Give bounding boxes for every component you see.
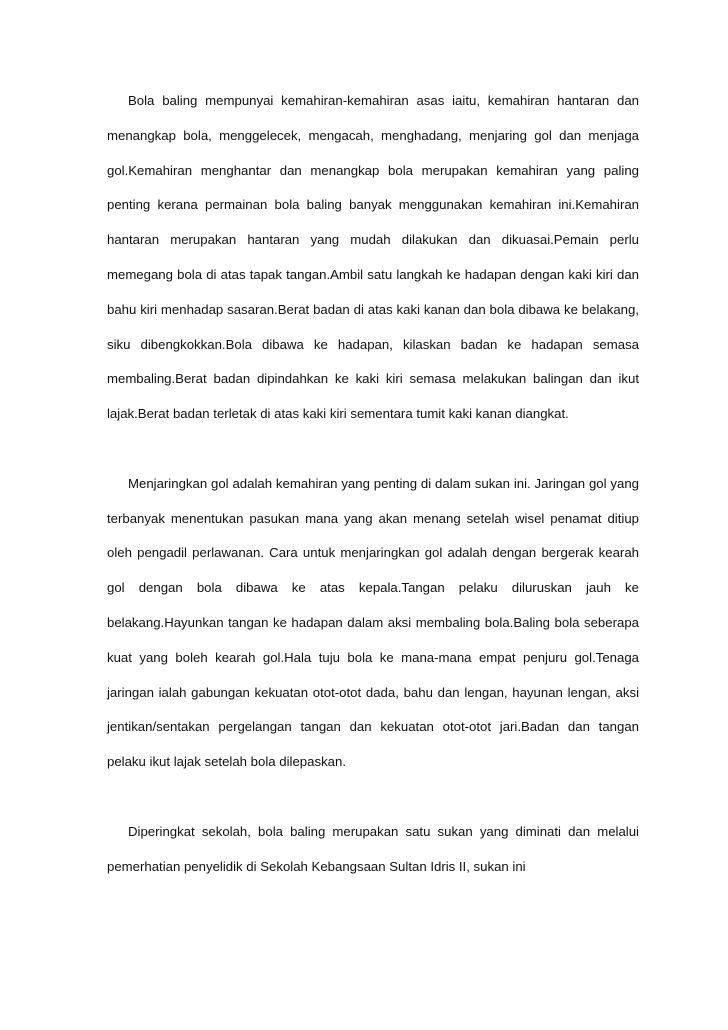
body-text bbox=[107, 84, 639, 919]
paragraph-1: Bola baling mempunyai kemahiran-kemahiran asas iaitu, kemahiran hantaran dan menangkap bola, menggelecek, mengacah, menghadang, menjaring gol dan menjaga gol.Kemahiran menghantar dan menangkap bola merupakan kemahiran yang paling penting kerana permainan bola baling banyak menggunakan kemahiran ini.Kemahiran hantaran merupakan hantaran yang mudah dilakukan dan dikuasai.Pemain perlu memegang bola di atas tapak tangan.Ambil satu langkah ke hadapan dengan kaki kiri dan bahu kiri menhadap sasaran.Berat badan di atas kaki kanan dan bola dibawa ke belakang, siku dibengkokkan.Bola dibawa ke hadapan, kilaskan badan ke hadapan semasa membaling.Berat badan dipindahkan ke kaki kiri semasa melakukan balingan dan ikut lajak.Berat badan terletak di atas kaki kiri sementara tumit kaki kanan diangkat. bbox=[107, 93, 639, 422]
paragraph-3: Diperingkat sekolah, bola baling merupakan satu sukan yang diminati dan melalui pemerhatian penyelidik di Sekolah Kebangsaan Sultan Idris II, sukan ini bbox=[107, 823, 639, 874]
paragraph-2: Menjaringkan gol adalah kemahiran yang penting di dalam sukan ini. Jaringan gol yang terbanyak menentukan pasukan mana yang akan menang setelah wisel penamat ditiup oleh pengadil perlawanan. Cara untuk menjaringkan gol adalah dengan bergerak kearah gol dengan bola dibawa ke atas kepala.Tangan pelaku diluruskan jauh ke belakang.Hayunkan tangan ke hadapan dalam aksi membaling bola.Baling bola seberapa kuat yang boleh kearah gol.Hala tuju bola ke mana-mana empat penjuru gol.Tenaga jaringan ialah gabungan kekuatan otot-otot dada, bahu dan lengan, hayunan lengan, aksi jentikan/sentakan pergelangan tangan dan kekuatan otot-otot jari.Badan dan tangan pelaku ikut lajak setelah bola dilepaskan. bbox=[107, 475, 639, 770]
